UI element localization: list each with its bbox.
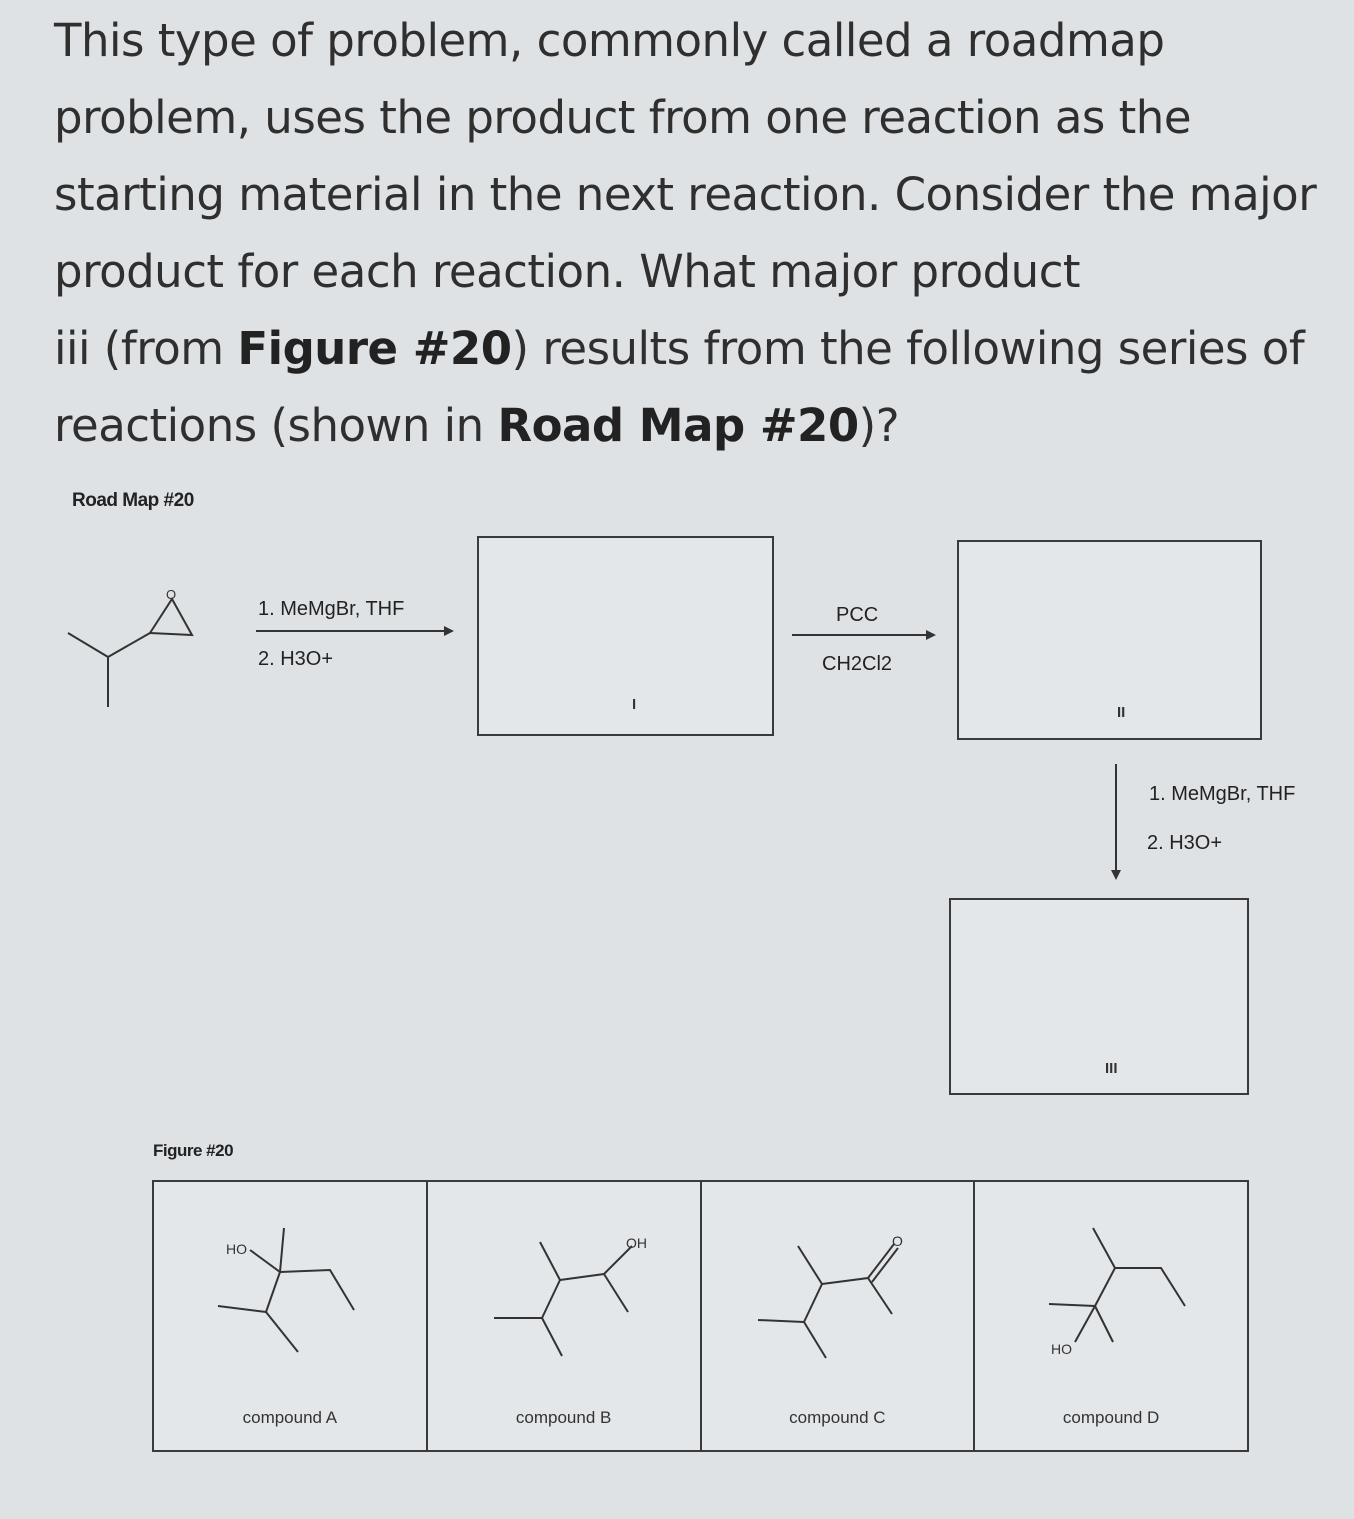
box-label-ii: II bbox=[1117, 704, 1126, 721]
step2-reagent-line2: CH2Cl2 bbox=[822, 653, 893, 675]
epoxide-oxygen-label: O bbox=[166, 587, 177, 602]
question-part2: iii (from bbox=[54, 322, 238, 375]
compound-a-label: compound A bbox=[242, 1408, 338, 1427]
compound-b-hydroxyl-label: OH bbox=[625, 1235, 647, 1251]
choice-compound-a[interactable] bbox=[154, 1182, 428, 1450]
compound-a-hydroxyl-label: HO bbox=[226, 1241, 247, 1257]
figure-reference: Figure #20 bbox=[237, 322, 512, 375]
answer-box-iii[interactable] bbox=[949, 898, 1249, 1095]
step3-reagent-line2: 2. H3O+ bbox=[1147, 832, 1223, 854]
choice-compound-b[interactable] bbox=[428, 1182, 702, 1450]
step2-arrow bbox=[792, 634, 934, 636]
roadmap-title: Road Map #20 bbox=[72, 490, 194, 511]
box-label-i: I bbox=[632, 696, 637, 713]
figure-title: Figure #20 bbox=[153, 1141, 234, 1160]
choice-compound-c[interactable] bbox=[702, 1182, 976, 1450]
question-part4: )? bbox=[858, 399, 900, 452]
roadmap-reference: Road Map #20 bbox=[497, 399, 859, 452]
compound-b-label: compound B bbox=[515, 1408, 612, 1427]
question-part3: ) results from the following series of reactions (shown in bbox=[54, 322, 1305, 452]
question-part1: This type of problem, commonly called a roadmap problem, uses the product from one reaction as the starting material in the next reaction. Consider the major product for each reaction. What major product bbox=[54, 14, 1317, 298]
box-label-iii: III bbox=[1105, 1060, 1118, 1077]
compound-c-carbonyl-label: O bbox=[891, 1233, 903, 1249]
compound-d-label: compound D bbox=[1062, 1408, 1160, 1427]
step3-arrow bbox=[1115, 764, 1117, 878]
compound-c-label: compound C bbox=[789, 1408, 886, 1427]
step1-reagent-line1: 1. MeMgBr, THF bbox=[258, 598, 405, 620]
compound-d-hydroxyl-label: HO bbox=[1051, 1341, 1073, 1357]
choice-compound-d[interactable] bbox=[975, 1182, 1247, 1450]
starting-material-structure bbox=[60, 585, 210, 715]
question-text bbox=[54, 2, 1334, 464]
step1-reagent-line2: 2. H3O+ bbox=[258, 648, 334, 670]
answer-choices bbox=[152, 1180, 1249, 1452]
step1-arrow bbox=[256, 630, 452, 632]
step2-reagent-line1: PCC bbox=[836, 604, 879, 626]
answer-box-ii[interactable] bbox=[957, 540, 1262, 740]
answer-box-i[interactable] bbox=[477, 536, 774, 736]
step3-reagent-line1: 1. MeMgBr, THF bbox=[1149, 783, 1296, 805]
